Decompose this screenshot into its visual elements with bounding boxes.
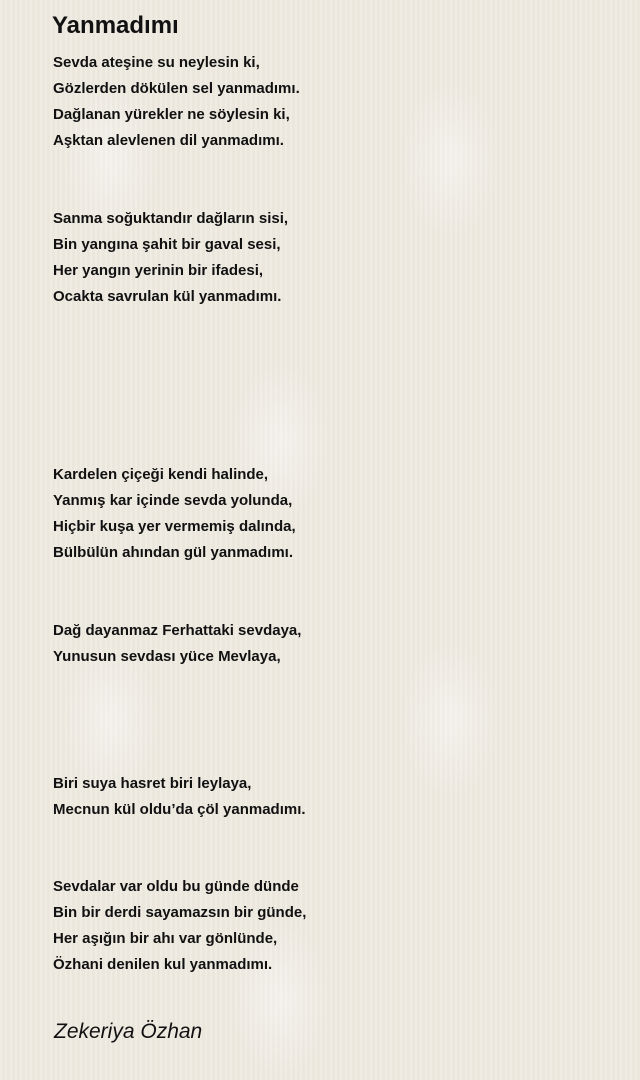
poem-line: Yunusun sevdası yüce Mevlaya, <box>53 648 281 665</box>
poem-line: Gözlerden dökülen sel yanmadımı. <box>53 80 300 97</box>
poem-line: Biri suya hasret biri leylaya, <box>53 775 252 792</box>
stanza-3 <box>53 462 296 566</box>
stanza-5 <box>53 771 306 823</box>
poem-line: Hiçbir kuşa yer vermemiş dalında, <box>53 518 296 535</box>
poem-line: Kardelen çiçeği kendi halinde, <box>53 466 269 483</box>
poem-author: Zekeriya Özhan <box>54 1020 203 1043</box>
poem-line: Sevda ateşine su neylesin ki, <box>53 54 260 71</box>
stanza-6 <box>53 874 306 978</box>
poem-line: Aşktan alevlenen dil yanmadımı. <box>53 132 284 149</box>
stanza-2 <box>53 206 288 310</box>
poem-line: Bülbülün ahından gül yanmadımı. <box>53 544 294 561</box>
poem-line: Sanma soğuktandır dağların sisi, <box>53 210 289 227</box>
poem-line: Dağ dayanmaz Ferhattaki sevdaya, <box>53 622 302 639</box>
poem-line: Her aşığın bir ahı var gönlünde, <box>53 930 278 947</box>
poem-line: Bin bir derdi sayamazsın bir günde, <box>53 904 307 921</box>
poem-line: Ocakta savrulan kül yanmadımı. <box>53 288 282 305</box>
poem-line: Özhani denilen kul yanmadımı. <box>53 956 273 973</box>
stanza-1 <box>53 50 300 154</box>
poem-title: Yanmadımı <box>52 12 179 39</box>
poem-line: Yanmış kar içinde sevda yolunda, <box>53 492 293 509</box>
poem-line: Sevdalar var oldu bu günde dünde <box>53 878 299 895</box>
poem-line: Dağlanan yürekler ne söylesin ki, <box>53 106 290 123</box>
poem-line: Bin yangına şahit bir gaval sesi, <box>53 236 281 253</box>
stanza-4 <box>53 618 301 670</box>
poem-line: Her yangın yerinin bir ifadesi, <box>53 262 264 279</box>
poem-line: Mecnun kül oldu’da çöl yanmadımı. <box>53 801 306 818</box>
